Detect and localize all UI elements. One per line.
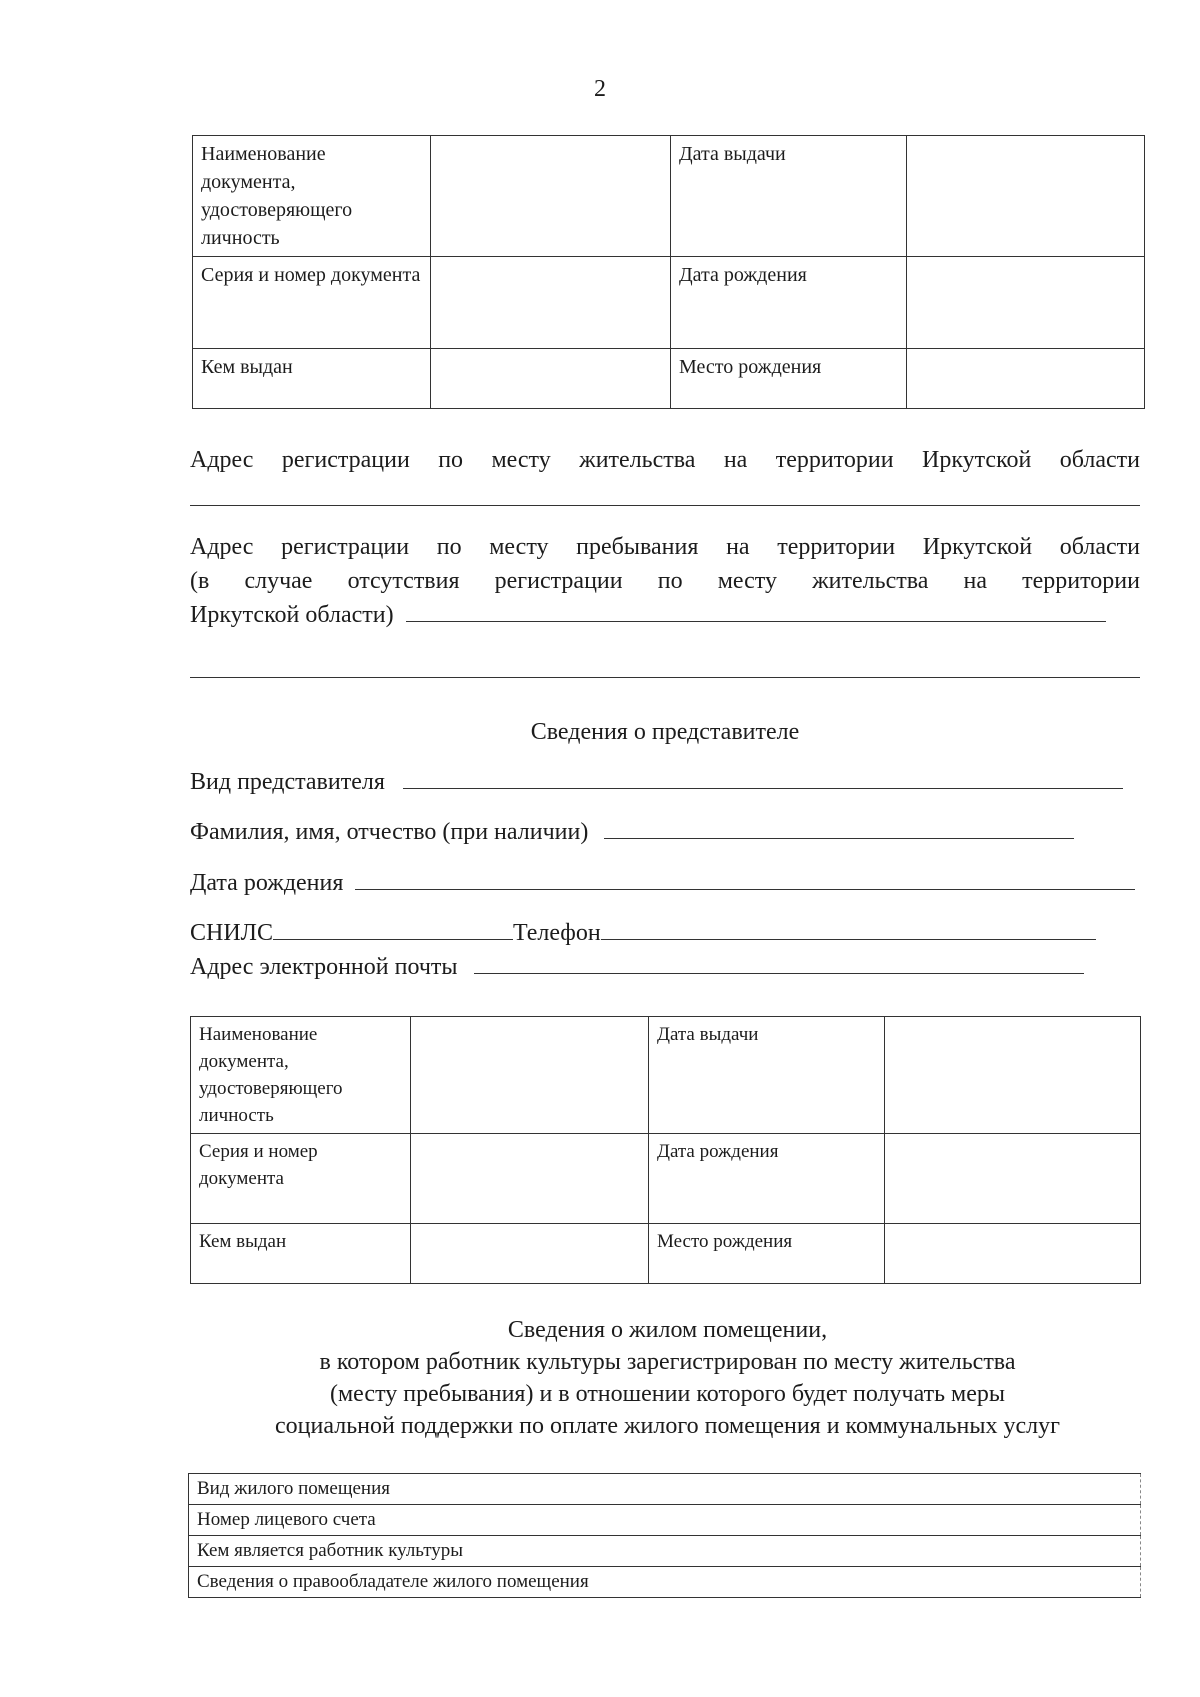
housing-table bbox=[188, 1473, 1141, 1598]
stay-address-field[interactable] bbox=[406, 599, 1106, 622]
residence-address-field[interactable] bbox=[190, 505, 1140, 506]
rep-doc-name-label: Наименование документа, удостоверяющего личность bbox=[191, 1017, 411, 1134]
representative-birth-label: Дата рождения bbox=[190, 870, 344, 896]
housing-type-label: Вид жилого помещения bbox=[189, 1474, 751, 1505]
applicant-document-table bbox=[192, 135, 1145, 409]
representative-snils-label: СНИЛС bbox=[190, 920, 273, 946]
representative-fio-label: Фамилия, имя, отчество (при наличии) bbox=[190, 819, 589, 845]
applicant-doc-name-value[interactable] bbox=[431, 136, 671, 257]
stay-address-label-line1: Адрес регистрации по месту пребывания на территории Иркутской области bbox=[190, 534, 1140, 560]
representative-birth-field[interactable] bbox=[355, 867, 1135, 890]
rep-doc-name-value[interactable] bbox=[411, 1017, 649, 1134]
table-row bbox=[189, 1567, 1141, 1598]
rep-birth-place-label: Место рождения bbox=[649, 1224, 885, 1284]
applicant-issue-date-label: Дата выдачи bbox=[671, 136, 907, 257]
representative-email-field[interactable] bbox=[474, 951, 1084, 974]
housing-owner-value[interactable] bbox=[751, 1567, 1141, 1598]
table-row bbox=[189, 1474, 1141, 1505]
stay-address-field-line2[interactable] bbox=[190, 677, 1140, 678]
housing-owner-label: Сведения о правообладателе жилого помещения bbox=[189, 1567, 751, 1598]
table-row bbox=[191, 1134, 1141, 1224]
representative-birth-row bbox=[190, 866, 1140, 900]
table-row bbox=[191, 1017, 1141, 1134]
table-row bbox=[193, 257, 1145, 349]
representative-email-label: Адрес электронной почты bbox=[190, 954, 458, 980]
housing-account-value[interactable] bbox=[751, 1505, 1141, 1536]
representative-fio-row bbox=[190, 815, 1140, 849]
representative-fio-field[interactable] bbox=[604, 816, 1074, 839]
housing-heading-line1: Сведения о жилом помещении, bbox=[507, 1317, 828, 1343]
rep-issued-by-label: Кем выдан bbox=[191, 1224, 411, 1284]
representative-heading: Сведения о представителе bbox=[530, 719, 800, 745]
representative-type-row bbox=[190, 765, 1140, 799]
representative-type-field[interactable] bbox=[403, 766, 1123, 789]
representative-snils-phone-row bbox=[190, 916, 1140, 950]
housing-type-value[interactable] bbox=[751, 1474, 1141, 1505]
rep-doc-series-label: Серия и номер документа bbox=[191, 1134, 411, 1224]
rep-birth-date-label: Дата рождения bbox=[649, 1134, 885, 1224]
representative-phone-field[interactable] bbox=[601, 917, 1096, 940]
representative-email-row bbox=[190, 950, 1140, 984]
housing-account-label: Номер лицевого счета bbox=[189, 1505, 751, 1536]
applicant-birth-date-value[interactable] bbox=[907, 257, 1145, 349]
stay-address-label-line2: (в случае отсутствия регистрации по месту жительства на территории bbox=[190, 568, 1140, 594]
representative-document-table bbox=[190, 1016, 1141, 1284]
rep-doc-series-value[interactable] bbox=[411, 1134, 649, 1224]
stay-address-label-line3-wrap bbox=[190, 598, 1140, 632]
applicant-issued-by-value[interactable] bbox=[431, 349, 671, 409]
housing-heading-line2: в котором работник культуры зарегистрирован по месту жительства bbox=[319, 1349, 1016, 1375]
rep-issue-date-label: Дата выдачи bbox=[649, 1017, 885, 1134]
applicant-doc-name-label: Наименование документа, удостоверяющего личность bbox=[193, 136, 431, 257]
applicant-doc-series-value[interactable] bbox=[431, 257, 671, 349]
applicant-birth-place-label: Место рождения bbox=[671, 349, 907, 409]
housing-heading-line4: социальной поддержки по оплате жилого помещения и коммунальных услуг bbox=[275, 1413, 1060, 1439]
rep-issued-by-value[interactable] bbox=[411, 1224, 649, 1284]
table-row bbox=[193, 136, 1145, 257]
representative-snils-field[interactable] bbox=[273, 917, 513, 940]
representative-type-label: Вид представителя bbox=[190, 769, 385, 795]
housing-worker-role-label: Кем является работник культуры bbox=[189, 1536, 751, 1567]
stay-address-label-line3: Иркутской области) bbox=[190, 602, 394, 628]
table-row bbox=[191, 1224, 1141, 1284]
table-row bbox=[193, 349, 1145, 409]
table-row bbox=[189, 1536, 1141, 1567]
rep-birth-place-value[interactable] bbox=[885, 1224, 1141, 1284]
rep-birth-date-value[interactable] bbox=[885, 1134, 1141, 1224]
rep-issue-date-value[interactable] bbox=[885, 1017, 1141, 1134]
residence-address-label: Адрес регистрации по месту жительства на территории Иркутской области bbox=[190, 447, 1140, 473]
applicant-issue-date-value[interactable] bbox=[907, 136, 1145, 257]
representative-phone-label: Телефон bbox=[512, 920, 601, 946]
housing-heading-line3: (месту пребывания) и в отношении которого будет получать меры bbox=[329, 1381, 1005, 1407]
page-number: 2 bbox=[594, 76, 606, 102]
applicant-birth-place-value[interactable] bbox=[907, 349, 1145, 409]
applicant-doc-series-label: Серия и номер документа bbox=[193, 257, 431, 349]
table-row bbox=[189, 1505, 1141, 1536]
housing-worker-role-value[interactable] bbox=[751, 1536, 1141, 1567]
applicant-birth-date-label: Дата рождения bbox=[671, 257, 907, 349]
applicant-issued-by-label: Кем выдан bbox=[193, 349, 431, 409]
